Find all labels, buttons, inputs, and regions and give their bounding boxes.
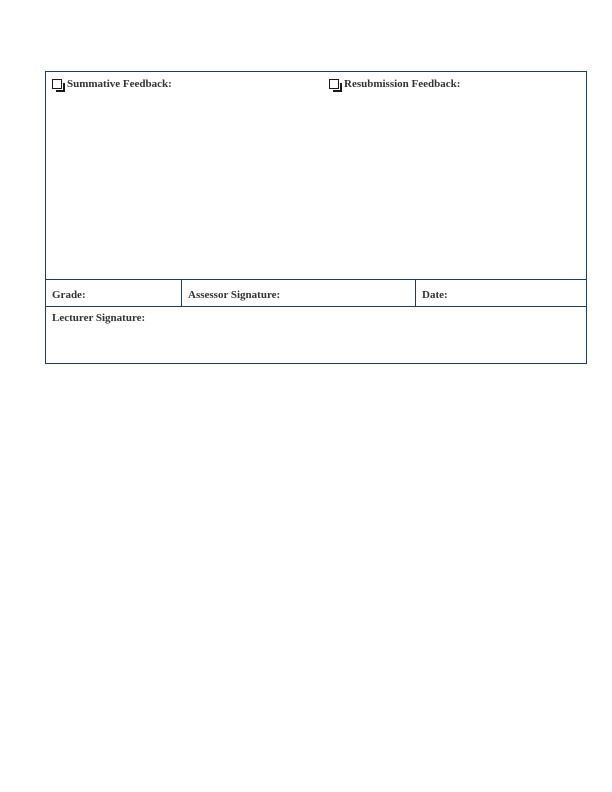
grade-label: Grade:	[52, 289, 86, 301]
signoff-row	[46, 280, 586, 307]
lecturer-signature-field[interactable]	[46, 307, 586, 363]
resubmission-feedback-option[interactable]	[329, 78, 460, 90]
feedback-form	[45, 71, 587, 364]
date-field[interactable]	[416, 280, 586, 306]
summative-feedback-label: Summative Feedback:	[67, 78, 172, 90]
lecturer-signature-label: Lecturer Signature:	[52, 312, 146, 324]
assessor-signature-field[interactable]	[182, 280, 416, 306]
resubmission-checkbox-icon[interactable]	[329, 79, 339, 89]
grade-field[interactable]	[46, 280, 182, 306]
feedback-area[interactable]	[46, 72, 586, 280]
summative-checkbox-icon[interactable]	[52, 79, 62, 89]
assessor-signature-label: Assessor Signature:	[188, 289, 281, 301]
resubmission-feedback-label: Resubmission Feedback:	[344, 78, 461, 90]
date-label: Date:	[422, 289, 448, 301]
summative-feedback-option[interactable]	[52, 78, 172, 90]
